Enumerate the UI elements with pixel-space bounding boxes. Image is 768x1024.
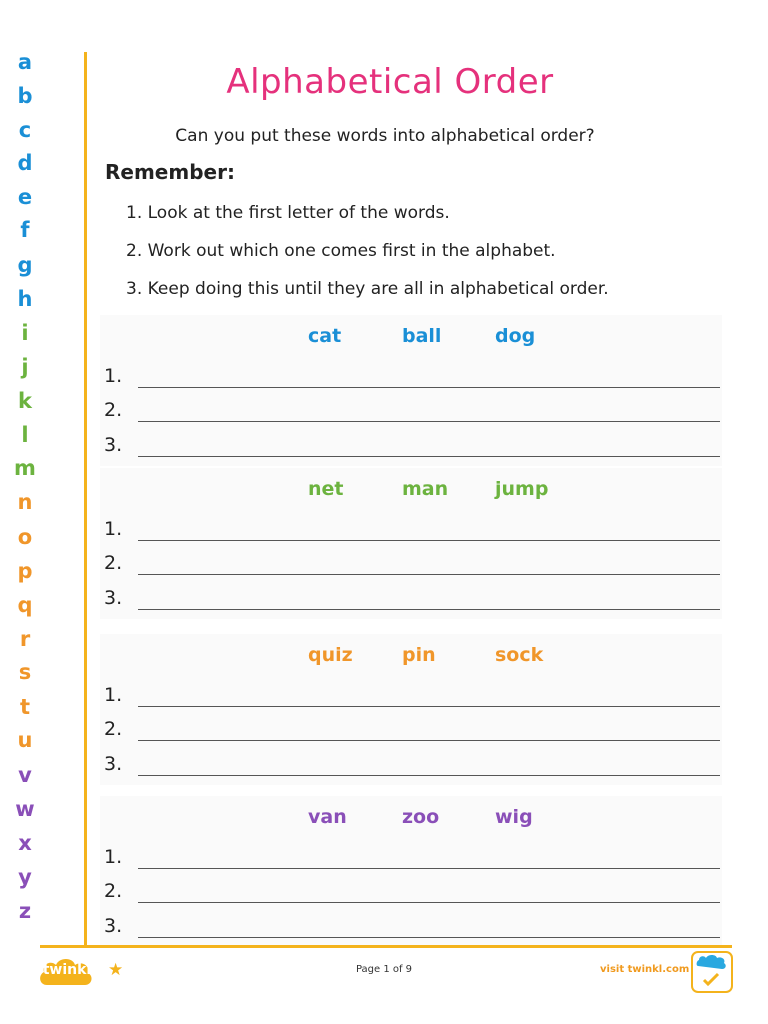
word-group-2 [100, 478, 722, 613]
answer-row [100, 718, 722, 748]
footer-line [40, 945, 732, 948]
alphabet-letter-j: j [21, 355, 29, 379]
answer-line[interactable] [138, 740, 720, 741]
answer-number: 2. [104, 880, 123, 902]
alphabet-letter-k: k [18, 389, 32, 413]
answer-number: 3. [104, 434, 123, 456]
word-wig: wig [495, 806, 533, 828]
answer-line[interactable] [138, 387, 720, 388]
page-title: Alphabetical Order [226, 62, 554, 102]
answer-line[interactable] [138, 868, 720, 869]
word-dog: dog [495, 325, 536, 347]
word-ball: ball [402, 325, 442, 347]
answer-number: 1. [104, 846, 123, 868]
answer-line[interactable] [138, 609, 720, 610]
page-number: Page 1 of 9 [355, 964, 413, 975]
word-list [100, 478, 722, 506]
instructions: Can you put these words into alphabetical order? [175, 126, 595, 146]
answer-line[interactable] [138, 775, 720, 776]
margin-line [84, 52, 87, 945]
alphabet-letter-q: q [17, 593, 33, 617]
logo-text: twinkl [42, 962, 92, 978]
remember-heading: Remember: [105, 160, 235, 184]
alphabet-letter-l: l [21, 423, 29, 447]
word-sock: sock [495, 644, 544, 666]
word-cat: cat [308, 325, 342, 347]
alphabet-letter-z: z [18, 899, 32, 923]
answer-row [100, 434, 722, 464]
answer-line[interactable] [138, 937, 720, 938]
alphabet-letter-y: y [18, 865, 32, 889]
answer-row [100, 552, 722, 582]
answer-number: 1. [104, 365, 123, 387]
word-man: man [402, 478, 449, 500]
alphabet-letter-f: f [20, 218, 30, 242]
alphabet-letter-m: m [14, 456, 36, 480]
alphabet-letter-n: n [17, 490, 33, 514]
answer-row [100, 915, 722, 945]
alphabet-letter-a: a [17, 50, 33, 74]
alphabet-letter-g: g [17, 253, 33, 277]
alphabet-letter-u: u [17, 728, 33, 752]
answer-row [100, 365, 722, 395]
alphabet-letter-h: h [17, 287, 33, 311]
answer-number: 3. [104, 753, 123, 775]
alphabet-letter-b: b [17, 84, 33, 108]
word-pin: pin [402, 644, 436, 666]
answer-row [100, 846, 722, 876]
answer-row [100, 753, 722, 783]
word-van: van [308, 806, 347, 828]
word-jump: jump [495, 478, 549, 500]
answer-number: 1. [104, 684, 123, 706]
alphabet-letter-e: e [17, 185, 33, 209]
answer-number: 2. [104, 552, 123, 574]
word-zoo: zoo [402, 806, 440, 828]
visit-link[interactable]: visit twinkl.com [600, 964, 690, 975]
word-list [100, 644, 722, 672]
answer-line[interactable] [138, 421, 720, 422]
alphabet-letter-r: r [19, 627, 31, 651]
word-group-4 [100, 806, 722, 941]
answer-number: 2. [104, 399, 123, 421]
quality-badge-icon [690, 950, 734, 994]
answer-line[interactable] [138, 574, 720, 575]
alphabet-letter-w: w [15, 797, 35, 821]
word-net: net [308, 478, 344, 500]
alphabet-letter-i: i [21, 321, 29, 345]
answer-line[interactable] [138, 706, 720, 707]
answer-row [100, 399, 722, 429]
answer-number: 1. [104, 518, 123, 540]
alphabet-letter-x: x [18, 831, 32, 855]
word-list [100, 325, 722, 353]
alphabet-letter-o: o [17, 525, 33, 549]
answer-line[interactable] [138, 456, 720, 457]
answer-line[interactable] [138, 902, 720, 903]
answer-row [100, 880, 722, 910]
answer-number: 3. [104, 587, 123, 609]
step-3: 3. Keep doing this until they are all in alphabetical order. [126, 279, 609, 299]
answer-number: 3. [104, 915, 123, 937]
answer-row [100, 518, 722, 548]
alphabet-letter-s: s [18, 660, 32, 684]
star-icon: ★ [108, 960, 124, 980]
answer-number: 2. [104, 718, 123, 740]
step-2: 2. Work out which one comes first in the alphabet. [126, 241, 556, 261]
word-quiz: quiz [308, 644, 353, 666]
answer-row [100, 587, 722, 617]
word-list [100, 806, 722, 834]
word-group-3 [100, 644, 722, 779]
alphabet-letter-v: v [18, 763, 32, 787]
alphabet-letter-t: t [19, 695, 31, 719]
word-group-1 [100, 325, 722, 460]
alphabet-letter-c: c [18, 118, 32, 142]
answer-row [100, 684, 722, 714]
alphabet-letter-p: p [17, 559, 33, 583]
alphabet-letter-d: d [17, 151, 33, 175]
answer-line[interactable] [138, 540, 720, 541]
step-1: 1. Look at the first letter of the words. [126, 203, 450, 223]
